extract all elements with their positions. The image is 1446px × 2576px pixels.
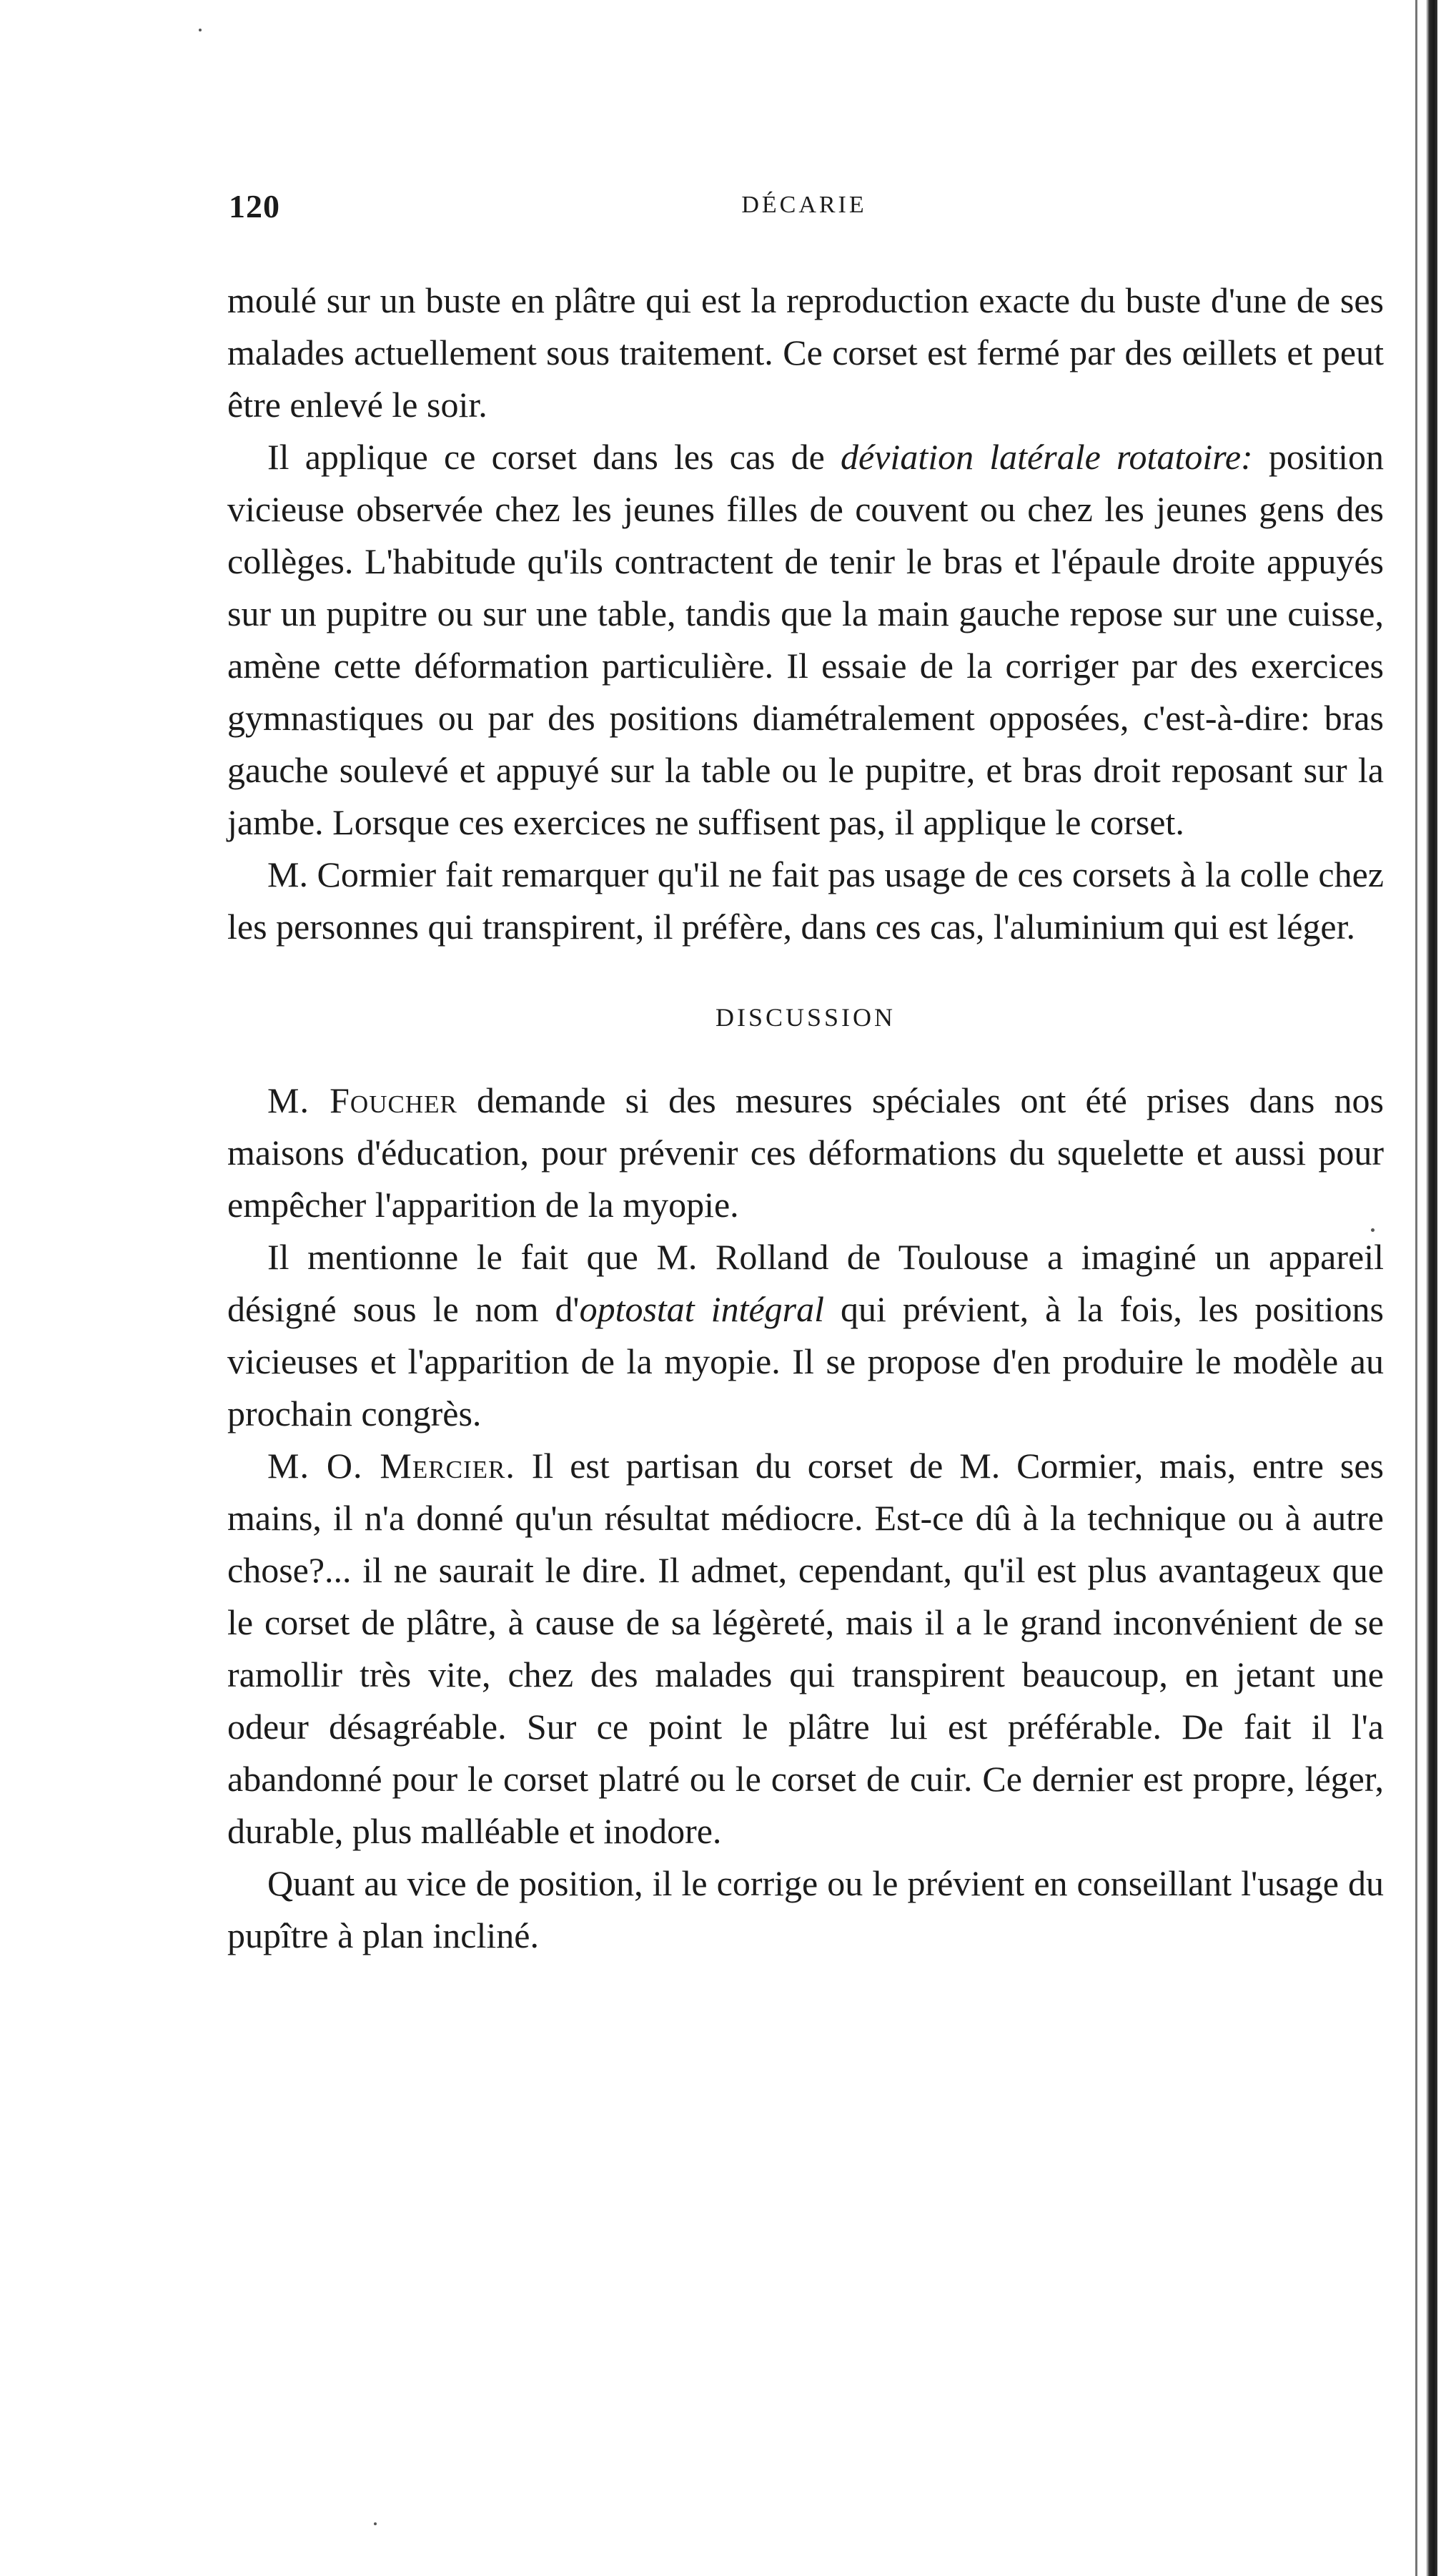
paragraph-text: moulé sur un buste en plâtre qui est la reproduction exacte du buste d'une de ses malades actuellement sous traitement. Ce corset est fermé par des œillets et peut être enlevé le soir. [227, 280, 1384, 425]
page-header [229, 187, 1380, 230]
scan-speck [199, 29, 202, 31]
running-head: DÉCARIE [741, 192, 867, 218]
scan-speck [374, 2522, 377, 2525]
paragraph [227, 1857, 1384, 1962]
paragraph-text: position vicieuse observée chez les jeunes filles de couvent ou chez les jeunes gens des collèges. L'habitude qu'ils contractent de tenir le bras et l'épaule droite appuyés sur un pupitre ou sur une table, tandis que la main gauche repose sur une cuisse, amène cette déformation particulière. Il essaie de la corriger par des exercices gymnastiques ou par des positions diamétralement opposées, c'est-à-dire: bras gauche soulevé et appuyé sur la table ou le pupitre, et bras droit reposant sur la jambe. Lorsque ces exercices ne suffisent pas, il applique le corset. [227, 437, 1384, 842]
paragraph [227, 1440, 1384, 1857]
section-heading: DISCUSSION [715, 1003, 896, 1032]
page-edge-shadow [1426, 0, 1437, 2576]
paragraph-text: Il applique ce corset dans les cas de [267, 437, 841, 477]
paragraph-text: Il mentionne le fait que M. Rolland de Toulouse a imaginé un appareil désigné sous le nom d' [227, 1237, 1384, 1329]
paragraph [227, 431, 1384, 849]
body-text [227, 275, 1384, 1962]
page-edge-line [1415, 0, 1417, 2576]
paragraph [227, 1231, 1384, 1440]
paragraph-text: M. Cormier fait remarquer qu'il ne fait pas usage de ces corsets à la colle chez les personnes qui transpirent, il préfère, dans ces cas, l'aluminium qui est léger. [227, 854, 1384, 947]
paragraph-text: qui prévient, à la fois, les positions vicieuses et l'apparition de la myopie. Il se propose d'en produire le modèle au prochain congrès. [227, 1289, 1384, 1433]
italic-term: optostat intégral [579, 1289, 825, 1329]
paragraph [227, 849, 1384, 953]
paragraph [227, 1075, 1384, 1231]
paragraph-text: demande si des mesures spéciales ont été prises dans nos maisons d'éducation, pour prévenir ces déformations du squelette et aussi pour empêcher l'apparition de la myopie. [227, 1080, 1384, 1225]
page-number: 120 [229, 188, 280, 224]
speaker-name: M. O. Mercier. [267, 1446, 515, 1486]
paragraph-text: Quant au vice de position, il le corrige ou le prévient en conseillant l'usage du pupître à plan incliné. [227, 1863, 1384, 1955]
paragraph-text: Il est partisan du corset de M. Cormier, mais, entre ses mains, il n'a donné qu'un résultat médiocre. Est-ce dû à la technique ou à autre chose?... il ne saurait le dire. Il admet, cependant, qu'il est plus avantageux que le corset de plâtre, à cause de sa légèreté, mais il a le grand inconvénient de se ramollir très vite, chez des malades qui transpirent beaucoup, en jetant une odeur désagréable. Sur ce point le plâtre lui est préférable. De fait il l'a abandonné pour le corset platré ou le corset de cuir. Ce dernier est propre, léger, durable, plus malléable et inodore. [227, 1446, 1384, 1851]
speaker-name: M. Foucher [267, 1080, 457, 1120]
italic-term: déviation latérale rotatoire: [841, 437, 1253, 477]
paragraph [227, 275, 1384, 431]
